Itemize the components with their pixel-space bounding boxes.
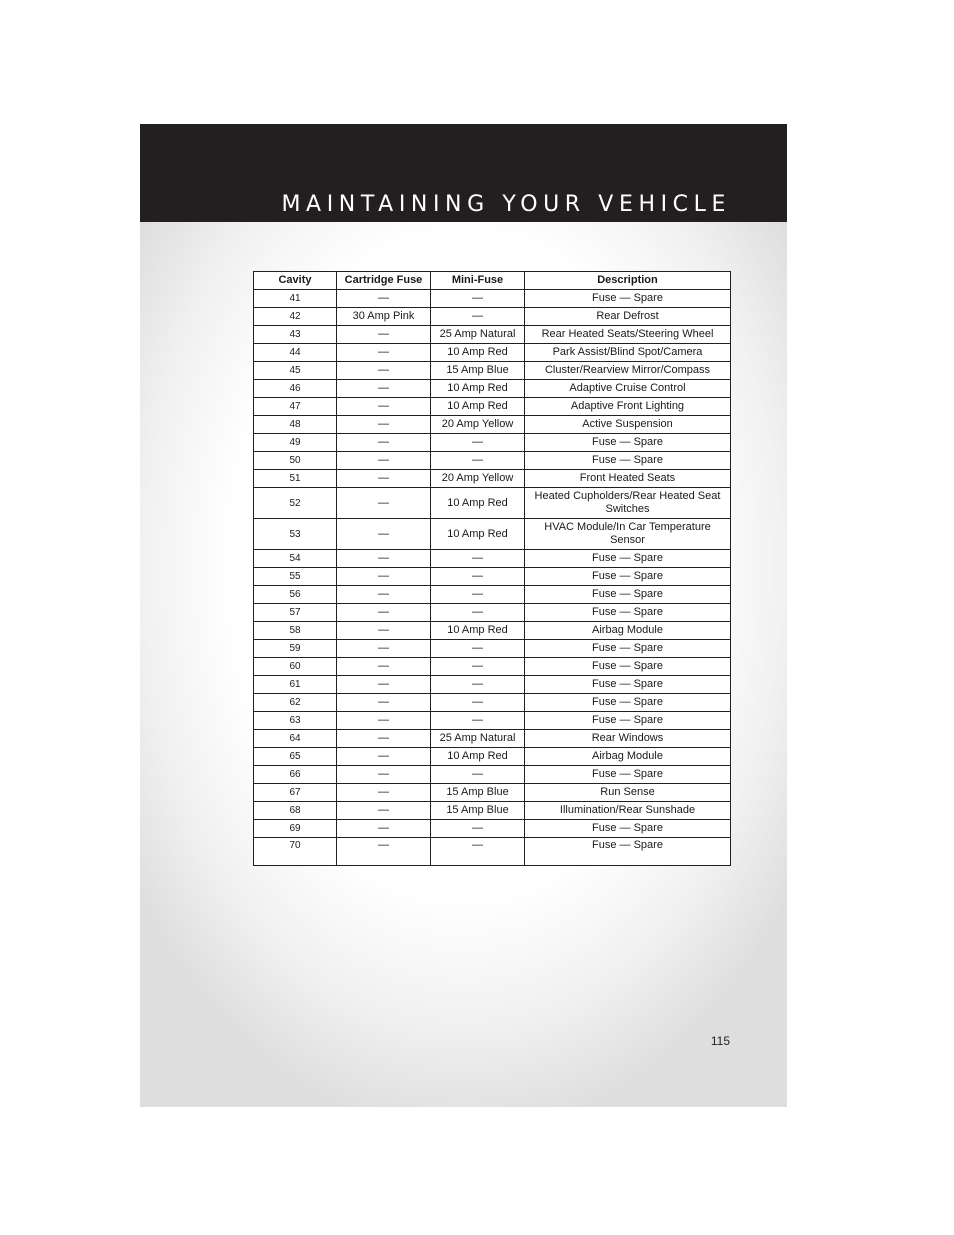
cavity-cell: 62 [254,694,337,712]
table-row [254,730,731,748]
cavity-cell: 70 [254,838,337,866]
cavity-cell: 65 [254,748,337,766]
cavity-cell: 51 [254,470,337,488]
table-row [254,416,731,434]
table-row [254,434,731,452]
mini-fuse-cell: 15 Amp Blue [431,362,525,380]
table-row [254,622,731,640]
cartridge-fuse-cell: — [337,838,431,866]
mini-fuse-cell: 10 Amp Red [431,748,525,766]
table-row [254,398,731,416]
cavity-cell: 42 [254,308,337,326]
cartridge-fuse-cell: — [337,326,431,344]
mini-fuse-cell: — [431,766,525,784]
table-row [254,290,731,308]
description-cell: Heated Cupholders/Rear Heated Seat Switches [525,488,731,519]
cavity-cell: 68 [254,802,337,820]
cavity-cell: 66 [254,766,337,784]
table-row [254,362,731,380]
cartridge-fuse-cell: — [337,290,431,308]
description-cell: Fuse — Spare [525,676,731,694]
cartridge-fuse-cell: — [337,784,431,802]
cartridge-fuse-cell: — [337,362,431,380]
description-cell: Fuse — Spare [525,586,731,604]
cartridge-fuse-cell: — [337,766,431,784]
cavity-cell: 61 [254,676,337,694]
cavity-cell: 45 [254,362,337,380]
description-cell: Rear Heated Seats/Steering Wheel [525,326,731,344]
cavity-cell: 49 [254,434,337,452]
cartridge-fuse-cell: — [337,802,431,820]
cartridge-fuse-cell: — [337,676,431,694]
cartridge-fuse-cell: — [337,416,431,434]
cavity-cell: 57 [254,604,337,622]
header-mini-fuse: Mini-Fuse [431,272,525,290]
mini-fuse-cell: 10 Amp Red [431,380,525,398]
cartridge-fuse-cell: — [337,730,431,748]
mini-fuse-cell: 20 Amp Yellow [431,470,525,488]
cavity-cell: 55 [254,568,337,586]
mini-fuse-cell: 10 Amp Red [431,622,525,640]
mini-fuse-cell: — [431,586,525,604]
mini-fuse-cell: — [431,604,525,622]
cartridge-fuse-cell: — [337,820,431,838]
cavity-cell: 44 [254,344,337,362]
table-row [254,308,731,326]
mini-fuse-cell: 10 Amp Red [431,488,525,519]
cartridge-fuse-cell: — [337,604,431,622]
table-row [254,380,731,398]
cavity-cell: 56 [254,586,337,604]
description-cell: Rear Defrost [525,308,731,326]
mini-fuse-cell: 25 Amp Natural [431,730,525,748]
mini-fuse-cell: 10 Amp Red [431,398,525,416]
mini-fuse-cell: — [431,290,525,308]
table-row [254,784,731,802]
cartridge-fuse-cell: — [337,470,431,488]
description-cell: Adaptive Cruise Control [525,380,731,398]
cartridge-fuse-cell: — [337,380,431,398]
description-cell: Illumination/Rear Sunshade [525,802,731,820]
description-cell: Fuse — Spare [525,550,731,568]
cavity-cell: 48 [254,416,337,434]
table-row [254,658,731,676]
table-row [254,766,731,784]
mini-fuse-cell: — [431,712,525,730]
description-cell: Front Heated Seats [525,470,731,488]
cavity-cell: 69 [254,820,337,838]
description-cell: Fuse — Spare [525,604,731,622]
cavity-cell: 50 [254,452,337,470]
description-cell: Fuse — Spare [525,838,731,866]
description-cell: Fuse — Spare [525,658,731,676]
description-cell: Fuse — Spare [525,820,731,838]
header-cavity: Cavity [254,272,337,290]
mini-fuse-cell: — [431,658,525,676]
page-number: 115 [710,1034,730,1048]
description-cell: Rear Windows [525,730,731,748]
description-cell: Fuse — Spare [525,712,731,730]
cartridge-fuse-cell: — [337,622,431,640]
cavity-cell: 46 [254,380,337,398]
cavity-cell: 59 [254,640,337,658]
table-row [254,470,731,488]
mini-fuse-cell: 10 Amp Red [431,344,525,362]
mini-fuse-cell: — [431,434,525,452]
section-title: MAINTAINING YOUR VEHICLE [281,192,731,217]
cartridge-fuse-cell: — [337,452,431,470]
cartridge-fuse-cell: — [337,748,431,766]
description-cell: Park Assist/Blind Spot/Camera [525,344,731,362]
cartridge-fuse-cell: — [337,658,431,676]
mini-fuse-cell: 20 Amp Yellow [431,416,525,434]
description-cell: Run Sense [525,784,731,802]
table-header-row [254,272,731,290]
cartridge-fuse-cell: — [337,488,431,519]
table-row [254,568,731,586]
manual-page [140,124,787,1107]
cartridge-fuse-cell: — [337,344,431,362]
description-cell: HVAC Module/In Car Temperature Sensor [525,519,731,550]
cavity-cell: 54 [254,550,337,568]
table-row [254,820,731,838]
cavity-cell: 47 [254,398,337,416]
table-row [254,586,731,604]
description-cell: Cluster/Rearview Mirror/Compass [525,362,731,380]
mini-fuse-cell: 25 Amp Natural [431,326,525,344]
mini-fuse-cell: — [431,838,525,866]
mini-fuse-cell: — [431,452,525,470]
description-cell: Fuse — Spare [525,568,731,586]
description-cell: Fuse — Spare [525,452,731,470]
description-cell: Fuse — Spare [525,290,731,308]
mini-fuse-cell: 15 Amp Blue [431,784,525,802]
description-cell: Adaptive Front Lighting [525,398,731,416]
cavity-cell: 60 [254,658,337,676]
cartridge-fuse-cell: — [337,519,431,550]
table-row [254,712,731,730]
table-row [254,452,731,470]
cavity-cell: 53 [254,519,337,550]
cartridge-fuse-cell: — [337,568,431,586]
mini-fuse-cell: — [431,676,525,694]
cartridge-fuse-cell: — [337,434,431,452]
table-row [254,604,731,622]
mini-fuse-cell: 15 Amp Blue [431,802,525,820]
cavity-cell: 64 [254,730,337,748]
header-description: Description [525,272,731,290]
description-cell: Fuse — Spare [525,640,731,658]
table-row [254,676,731,694]
table-row [254,550,731,568]
cartridge-fuse-cell: — [337,550,431,568]
description-cell: Fuse — Spare [525,434,731,452]
header-band [140,124,787,222]
description-cell: Active Suspension [525,416,731,434]
mini-fuse-cell: — [431,694,525,712]
table-row [254,519,731,550]
cartridge-fuse-cell: — [337,586,431,604]
table-row [254,694,731,712]
cartridge-fuse-cell: — [337,694,431,712]
cartridge-fuse-cell: — [337,398,431,416]
table-row [254,748,731,766]
cartridge-fuse-cell: 30 Amp Pink [337,308,431,326]
cavity-cell: 58 [254,622,337,640]
mini-fuse-cell: — [431,820,525,838]
description-cell: Fuse — Spare [525,766,731,784]
description-cell: Airbag Module [525,622,731,640]
table-row [254,838,731,866]
header-cartridge-fuse: Cartridge Fuse [337,272,431,290]
mini-fuse-cell: 10 Amp Red [431,519,525,550]
table-row [254,640,731,658]
cavity-cell: 43 [254,326,337,344]
description-cell: Airbag Module [525,748,731,766]
cavity-cell: 52 [254,488,337,519]
table-row [254,326,731,344]
mini-fuse-cell: — [431,308,525,326]
table-row [254,802,731,820]
cartridge-fuse-cell: — [337,640,431,658]
fuse-table [253,271,731,866]
mini-fuse-cell: — [431,550,525,568]
description-cell: Fuse — Spare [525,694,731,712]
cartridge-fuse-cell: — [337,712,431,730]
table-row [254,344,731,362]
mini-fuse-cell: — [431,640,525,658]
cavity-cell: 41 [254,290,337,308]
table-row [254,488,731,519]
cavity-cell: 67 [254,784,337,802]
cavity-cell: 63 [254,712,337,730]
mini-fuse-cell: — [431,568,525,586]
